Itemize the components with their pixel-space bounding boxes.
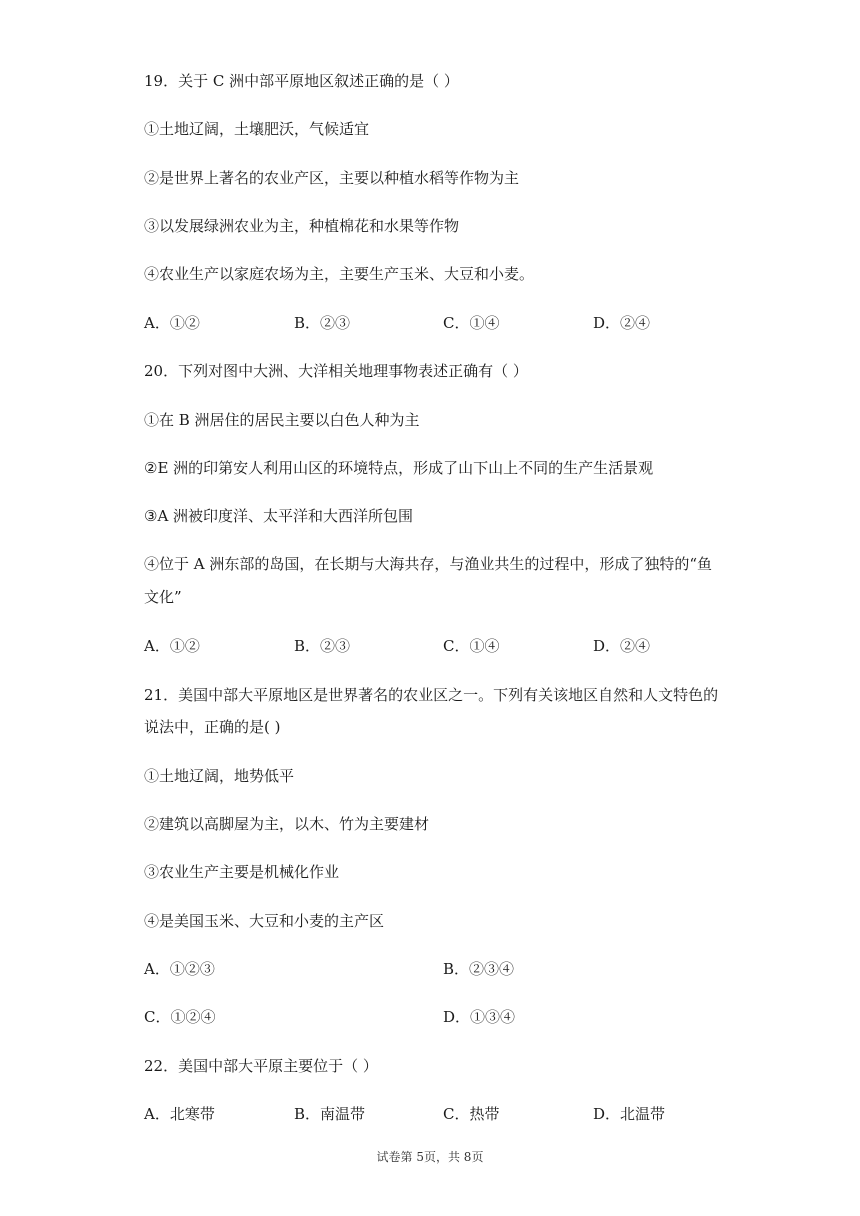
question-20-item-4: ④位于 A 洲东部的岛国，在长期与大海共存，与渔业共生的过程中，形成了独特的“鱼 — [144, 555, 713, 573]
question-22-option-c: C．热带 — [443, 1105, 500, 1123]
question-20-option-d: D．②④ — [593, 637, 651, 655]
question-22-option-d: D．北温带 — [593, 1105, 666, 1123]
question-19-item-2: ②是世界上著名的农业产区，主要以种植水稻等作物为主 — [144, 169, 520, 187]
page-footer: 试卷第 5页，共 8页 — [376, 1150, 484, 1164]
question-19-stem: 19．关于 C 洲中部平原地区叙述正确的是（ ） — [144, 72, 459, 90]
question-20-item-4-cont: 文化” — [144, 588, 182, 606]
question-22-option-a: A．北寒带 — [144, 1105, 215, 1123]
question-21-option-c: C．①②④ — [144, 1008, 216, 1026]
question-20-item-2: ②E 洲的印第安人利用山区的环境特点，形成了山下山上不同的生产生活景观 — [144, 459, 654, 477]
question-21-option-a: A．①②③ — [144, 960, 215, 978]
question-21-item-4: ④是美国玉米、大豆和小麦的主产区 — [144, 912, 385, 930]
question-21-item-2: ②建筑以高脚屋为主，以木、竹为主要建材 — [144, 815, 430, 833]
question-20-item-3: ③A 洲被印度洋、太平洋和大西洋所包围 — [144, 507, 414, 525]
question-19-option-c: C．①④ — [443, 314, 500, 332]
question-19-item-3: ③以发展绿洲农业为主，种植棉花和水果等作物 — [144, 217, 460, 235]
question-19-item-4: ④农业生产以家庭农场为主，主要生产玉米、大豆和小麦。 — [144, 265, 535, 283]
question-21-stem-cont: 说法中，正确的是( ) — [144, 718, 281, 736]
question-19-option-d: D．②④ — [593, 314, 651, 332]
question-22-stem: 22．美国中部大平原主要位于（ ） — [144, 1057, 378, 1075]
question-22-option-b: B．南温带 — [294, 1105, 366, 1123]
question-21-item-1: ①土地辽阔，地势低平 — [144, 767, 295, 785]
question-21-item-3: ③农业生产主要是机械化作业 — [144, 863, 340, 881]
question-20-option-a: A．①② — [144, 637, 200, 655]
question-21-stem: 21．美国中部大平原地区是世界著名的农业区之一。下列有关该地区自然和人文特色的 — [144, 686, 719, 704]
question-20-option-b: B．②③ — [294, 637, 351, 655]
question-21-option-d: D．①③④ — [443, 1008, 516, 1026]
question-20-item-1: ①在 B 洲居住的居民主要以白色人种为主 — [144, 411, 420, 429]
question-19-item-1: ①土地辽阔，土壤肥沃，气候适宜 — [144, 120, 370, 138]
question-20-stem: 20．下列对图中大洲、大洋相关地理事物表述正确有（ ） — [144, 362, 528, 380]
question-19-option-b: B．②③ — [294, 314, 351, 332]
question-19-option-a: A．①② — [144, 314, 200, 332]
question-21-option-b: B．②③④ — [443, 960, 515, 978]
question-20-option-c: C．①④ — [443, 637, 500, 655]
